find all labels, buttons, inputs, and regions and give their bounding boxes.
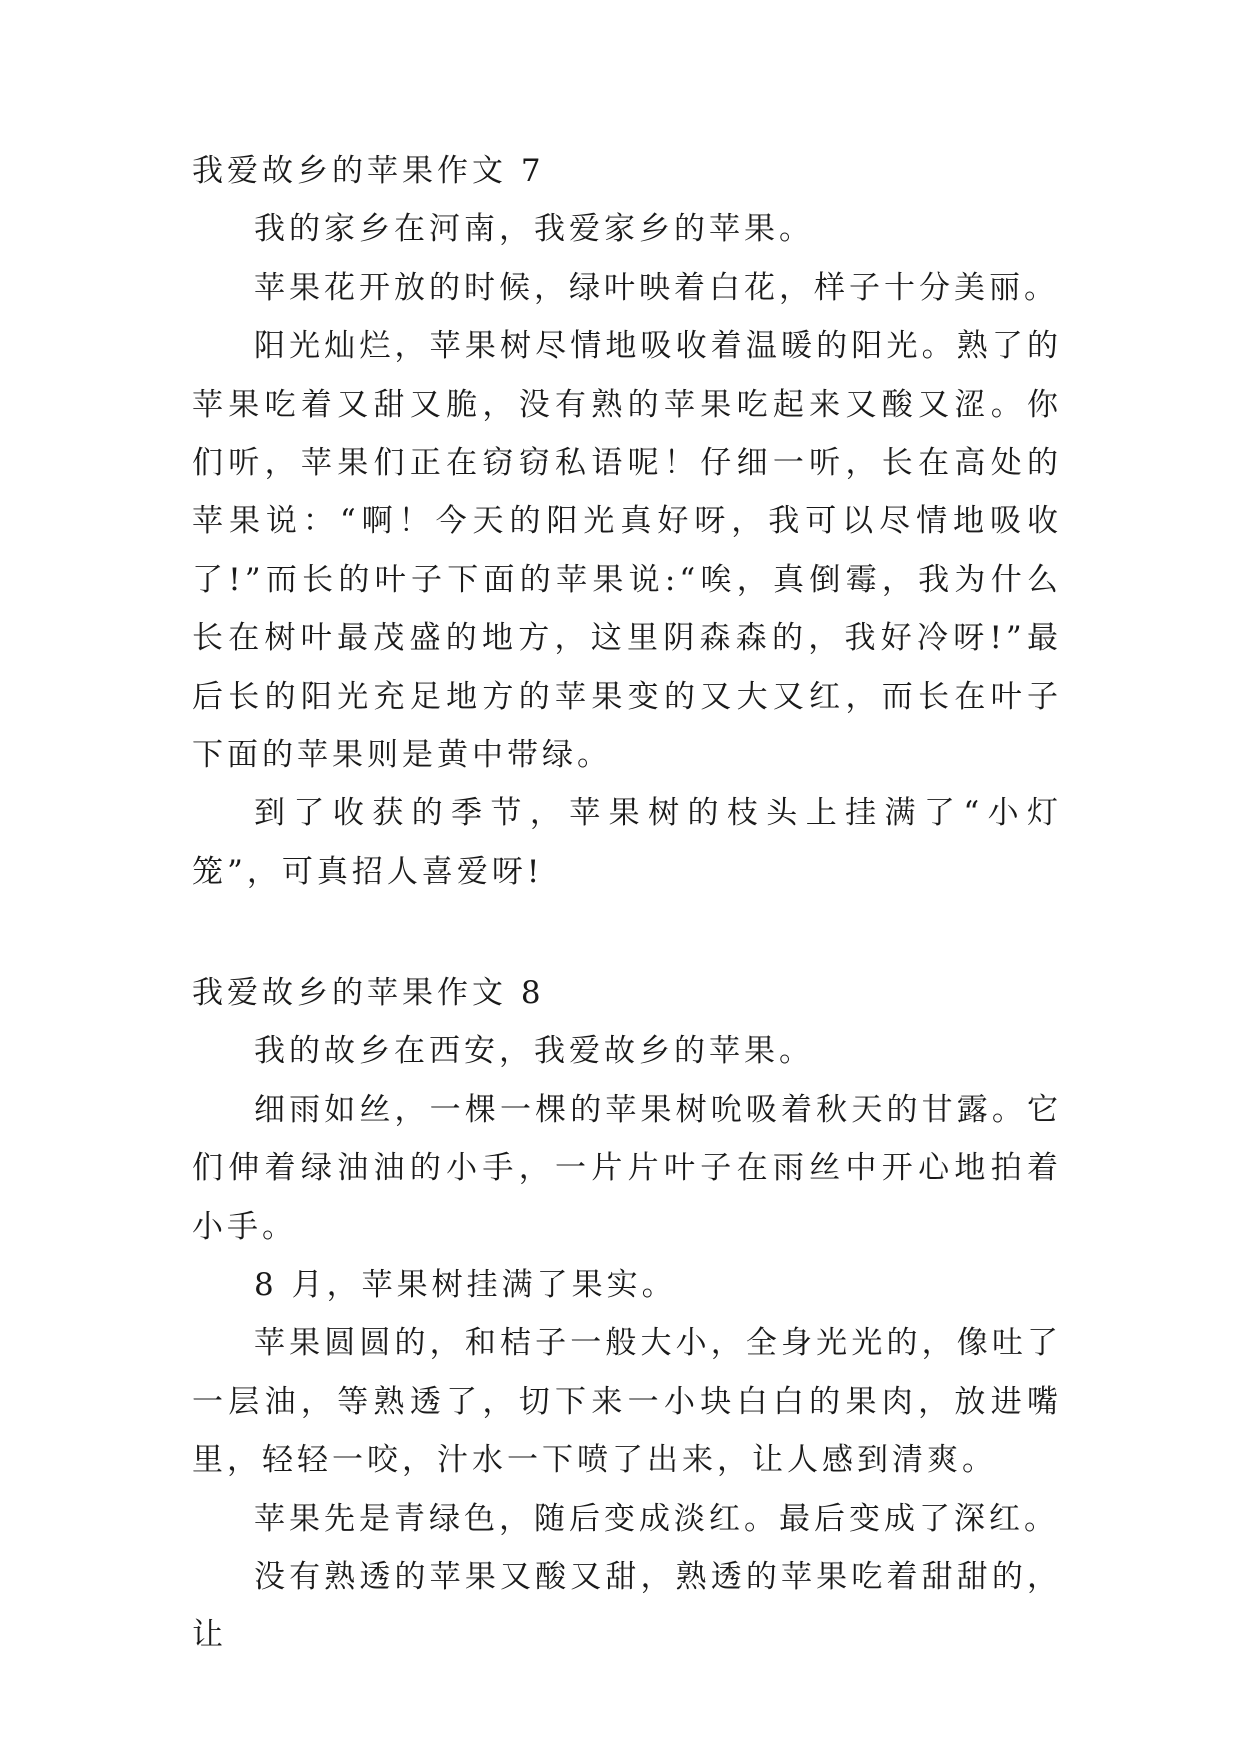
essay-8-paragraph-1: 我的故乡在西安，我爱故乡的苹果。 xyxy=(254,1033,814,1070)
essay-7-paragraph-1: 我的家乡在河南，我爱家乡的苹果。 xyxy=(254,211,814,248)
essay-7-section xyxy=(192,142,1062,901)
essay-8-paragraph-6: 没有熟透的苹果又酸又甜，熟透的苹果吃着甜甜的，让 xyxy=(192,1559,1062,1654)
essay-8-title: 我爱故乡的苹果作文 8 xyxy=(192,975,545,1011)
essay-7-paragraph-4: 到了收获的季节，苹果树的枝头上挂满了“小灯笼”，可真招人喜爱呀! xyxy=(192,795,1062,890)
essay-7-paragraph-3: 阳光灿烂，苹果树尽情地吸收着温暖的阳光。熟了的苹果吃着又甜又脆，没有熟的苹果吃起来又酸又涩。你们听，苹果们正在窃窃私语呢！仔细一听，长在高处的苹果说：“啊！今天的阳光真好呀，我可以尽情地吸收了!”而长的叶子下面的苹果说:“唉，真倒霉，我为什么长在树叶最茂盛的地方，这里阴森森的，我好冷呀!”最后长的阳光充足地方的苹果变的又大又红，而长在叶子下面的苹果则是黄中带绿。 xyxy=(192,328,1062,774)
essay-8-section xyxy=(192,964,1062,1665)
essay-7-title: 我爱故乡的苹果作文 7 xyxy=(192,153,545,189)
essay-8-paragraph-4: 苹果圆圆的，和桔子一般大小，全身光光的，像吐了一层油，等熟透了，切下来一小块白白的果肉，放进嘴里，轻轻一咬，汁水一下喷了出来，让人感到清爽。 xyxy=(192,1325,1062,1479)
essay-8-paragraph-5: 苹果先是青绿色，随后变成淡红。最后变成了深红。 xyxy=(254,1500,1059,1537)
essay-8-paragraph-2: 细雨如丝，一棵一棵的苹果树吮吸着秋天的甘露。它们伸着绿油油的小手，一片片叶子在雨丝中开心地拍着小手。 xyxy=(192,1091,1062,1245)
essay-8-paragraph-3: 8 月，苹果树挂满了果实。 xyxy=(254,1267,677,1304)
essay-7-paragraph-2: 苹果花开放的时候，绿叶映着白花，样子十分美丽。 xyxy=(254,269,1059,306)
